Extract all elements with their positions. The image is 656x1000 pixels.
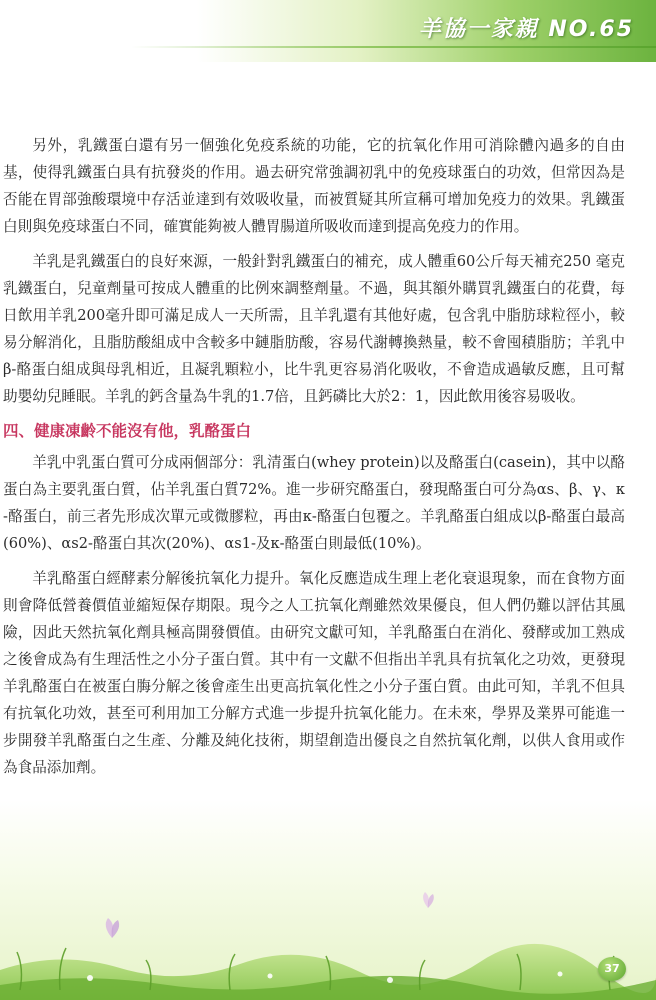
paragraph: 羊乳酪蛋白經酵素分解後抗氧化力提升。氧化反應造成生理上老化衰退現象，而在食物方面則會降低營養價值並縮短保存期限。現今之人工抗氧化劑雖然效果優良，但人們仍難以評估其風險，因此天然抗氧化劑具極高開發價值。由研究文獻可知，羊乳酪蛋白在消化、發酵或加工熟成之後會成為有生理活性之小分子蛋白質。其中有一文獻不但指出羊乳具有抗氧化之功效，更發現羊乳酪蛋白在被蛋白脢分解之後會產生出更高抗氧化性之小分子蛋白質。由此可知，羊乳不但具有抗氧化功效，甚至可利用加工分解方式進一步提升抗氧化能力。在未來，學界及業界可能進一步開發羊乳酪蛋白之生產、分離及純化技術，期望創造出優良之自然抗氧化劑，以供人食用或作為食品添加劑。 (3, 570, 625, 776)
butterfly-icon (423, 892, 434, 908)
grass-decoration (0, 890, 656, 1000)
section-heading: 四、健康凍齡不能沒有他，乳酪蛋白 (3, 422, 252, 440)
magazine-title: 羊協一家親 NO.65 (418, 17, 634, 42)
paragraph: 羊乳中乳蛋白質可分成兩個部分：乳清蛋白(whey protein)以及酪蛋白(casein)，其中以酪蛋白為主要乳蛋白質，佔羊乳蛋白質72%。進一步研究酪蛋白，發現酪蛋白可分為αs、β、γ、κ -酪蛋白，前三者先形成次單元或微膠粒，再由κ-酪蛋白包覆之。羊乳酪蛋白組成以β-酪蛋白最高(60%)、αs2-酪蛋白其次(20%)、αs1-及κ-酪蛋白則最低(10%)。 (3, 454, 625, 552)
butterfly-icon (106, 918, 119, 938)
paragraph: 羊乳是乳鐵蛋白的良好來源，一般針對乳鐵蛋白的補充，成人體重60公斤每天補充250 毫克乳鐵蛋白，兒童劑量可按成人體重的比例來調整劑量。不過，與其額外購買乳鐵蛋白的花費，每日飲用羊乳200毫升即可滿足成人一天所需，且羊乳還有其他好處，包含乳中脂肪球粒徑小，較易分解消化，且脂肪酸組成中含較多中鏈脂肪酸，容易代謝轉換熱量，較不會囤積脂肪；羊乳中β-酪蛋白組成與母乳相近，且凝乳顆粒小，比牛乳更容易消化吸收，不會造成過敏反應，且可幫助嬰幼兒睡眠。羊乳的鈣含量為牛乳的1.7倍，且鈣磷比大於2：1，因此飲用後容易吸收。 (3, 253, 625, 405)
header-band (0, 0, 656, 62)
page-number-badge: 37 (598, 957, 626, 981)
paragraph: 另外，乳鐵蛋白還有另一個強化免疫系統的功能，它的抗氧化作用可消除體內過多的自由基，使得乳鐵蛋白具有抗發炎的作用。過去研究常強調初乳中的免疫球蛋白的功效，但常因為是否能在胃部強酸環境中存活並達到有效吸收量，而被質疑其所宣稱可增加免疫力的效果。乳鐵蛋白則與免疫球蛋白不同，確實能夠被人體胃腸道所吸收而達到提高免疫力的作用。 (3, 137, 625, 235)
article-body (3, 132, 625, 789)
